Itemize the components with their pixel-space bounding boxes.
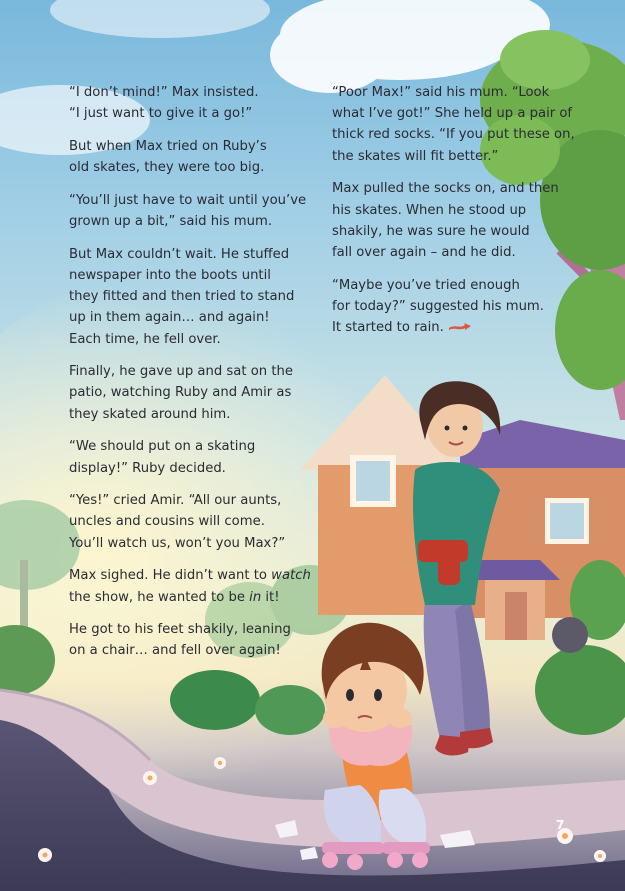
end-mark-icon — [448, 322, 472, 332]
story-line: “We should put on a skating — [69, 439, 256, 455]
story-line: patio, watching Ruby and Amir as — [69, 385, 292, 401]
text-segment: Max sighed. He didn’t want to — [69, 568, 272, 584]
story-paragraph — [332, 178, 582, 263]
story-paragraph — [69, 619, 319, 661]
story-paragraph — [69, 244, 319, 350]
story-paragraph — [332, 82, 582, 167]
story-line: on a chair… and fell over again! — [69, 643, 281, 659]
story-line: “You’ll just have to wait until you’ve — [69, 192, 307, 208]
story-paragraph — [332, 275, 582, 339]
story-line: his skates. When he stood up — [332, 202, 527, 218]
story-line: “Poor Max!” said his mum. “Look — [332, 85, 550, 100]
story-line: the skates will fit better.” — [332, 148, 499, 164]
page-number: 7 — [556, 818, 565, 832]
story-line: uncles and cousins will come. — [69, 514, 265, 530]
story-line: You’ll watch us, won’t you Max?” — [69, 535, 286, 551]
story-paragraph — [69, 436, 319, 478]
story-line: they fitted and then tried to stand — [69, 289, 295, 305]
story-line — [69, 587, 319, 608]
story-paragraph — [69, 565, 319, 607]
story-line: “I don’t mind!” Max insisted. — [69, 85, 259, 100]
story-line: old skates, they were too big. — [69, 160, 265, 176]
left-text-column — [69, 82, 319, 673]
story-paragraph — [69, 361, 319, 425]
story-line: Finally, he gave up and sat on the — [69, 364, 293, 380]
story-line: Each time, he fell over. — [69, 331, 221, 347]
story-paragraph — [69, 136, 319, 178]
story-paragraph — [69, 82, 319, 124]
emphasis-text: watch — [271, 568, 311, 584]
right-text-column — [332, 82, 582, 350]
story-line: for today?” suggested his mum. — [332, 298, 544, 314]
story-line: up in them again… and again! — [69, 310, 270, 326]
story-line: fall over again – and he did. — [332, 244, 516, 260]
text-segment: it! — [261, 589, 280, 605]
text-segment: the show, he wanted to be — [69, 589, 250, 605]
story-line: grown up a bit,” said his mum. — [69, 214, 273, 230]
story-line: thick red socks. “If you put these on, — [332, 127, 575, 143]
story-line: display!” Ruby decided. — [69, 460, 226, 476]
emphasis-text: in — [249, 589, 262, 605]
story-line: “Yes!” cried Amir. “All our aunts, — [69, 493, 282, 509]
story-line: Max pulled the socks on, and then — [332, 181, 559, 197]
story-line: He got to his feet shakily, leaning — [69, 622, 291, 638]
story-line: shakily, he was sure he would — [332, 223, 530, 239]
story-paragraph — [69, 190, 319, 232]
story-line: “I just want to give it a go!” — [69, 106, 253, 122]
story-line: But when Max tried on Ruby’s — [69, 138, 267, 154]
story-line: what I’ve got!” She held up a pair of — [332, 106, 573, 122]
story-paragraph — [69, 490, 319, 554]
story-line: they skated around him. — [69, 406, 231, 422]
story-line: It started to rain. — [332, 317, 582, 338]
story-line: “Maybe you’ve tried enough — [332, 277, 520, 293]
story-line — [69, 565, 319, 586]
story-line: But Max couldn’t wait. He stuffed — [69, 246, 290, 262]
max-character — [322, 623, 430, 870]
story-line: newspaper into the boots until — [69, 267, 271, 283]
